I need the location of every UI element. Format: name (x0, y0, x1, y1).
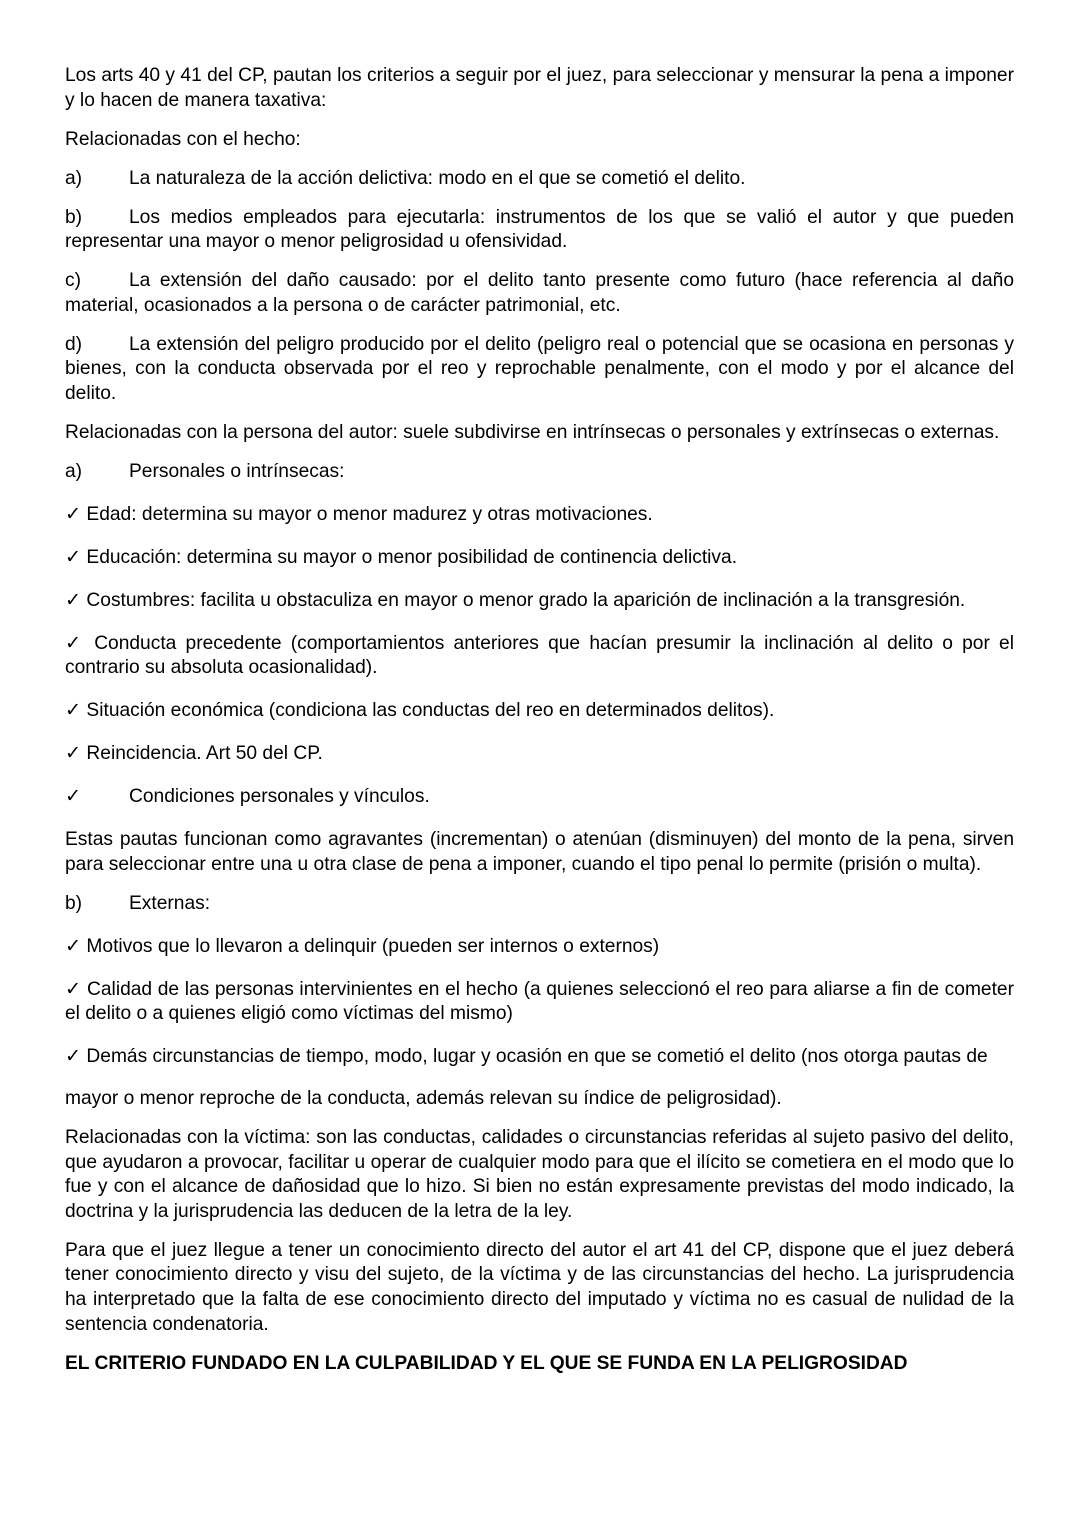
externas-heading (65, 892, 1014, 917)
check-icon: ✓ (65, 632, 85, 654)
document-page (65, 64, 1014, 1391)
item-label: b) (65, 206, 83, 228)
item-text: Personales o intrínsecas: (129, 460, 345, 482)
check-text: Condiciones personales y vínculos. (129, 786, 430, 808)
check-text: Educación: determina su mayor o menor posibilidad de continencia delictiva. (86, 546, 738, 568)
check-item-costumbres (65, 589, 1014, 614)
hecho-item-d (65, 333, 1014, 407)
check-icon: ✓ (65, 589, 82, 611)
check-text: Demás circunstancias de tiempo, modo, lugar y ocasión en que se cometió el delito (nos otorga pautas de (86, 1046, 988, 1068)
check-item-circunstancias (65, 1045, 1014, 1070)
item-label: b) (65, 892, 83, 914)
check-text: Costumbres: facilita u obstaculiza en mayor o menor grado la aparición de inclinación a la transgresión. (86, 589, 966, 611)
item-text: La extensión del peligro producido por el delito (peligro real o potencial que se ocasiona en personas y bienes, con la conducta observada por el reo y reprochable penalmente, con el modo y por el alcance del delito. (65, 333, 1014, 404)
item-label: a) (65, 167, 83, 189)
check-text: Situación económica (condiciona las conductas del reo en determinados delitos). (86, 700, 775, 722)
conocimiento-paragraph: Para que el juez llegue a tener un conocimiento directo del autor el art 41 del CP, dispone que el juez deberá tener conocimiento directo y visu del sujeto, de la víctima y de las circunstancias del hecho. La jurisprudencia ha interpretado que la falta de ese conocimiento directo del imputado y víctima no es casual de nulidad de la sentencia condenatoria. (65, 1239, 1014, 1335)
pautas-paragraph: Estas pautas funcionan como agravantes (incrementan) o atenúan (disminuyen) del monto de la pena, sirven para seleccionar entre una u otra clase de pena a imponer, cuando el tipo penal lo permite (prisión o multa). (65, 829, 1014, 875)
circunstancias-continuation: mayor o menor reproche de la conducta, además relevan su índice de peligrosidad). (65, 1088, 782, 1110)
hecho-item-c (65, 269, 1014, 318)
check-icon: ✓ (65, 546, 82, 568)
hecho-item-a (65, 167, 1014, 192)
check-item-edad (65, 503, 1014, 528)
victima-paragraph: Relacionadas con la víctima: son las conductas, calidades o circunstancias referidas al sujeto pasivo del delito, que ayudaron a provocar, facilitar u operar de cualquier modo para que el ilícito se cometiera en el modo que lo fue y con el alcance de dañosidad que lo hizo. Si bien no están expresamente previstas del modo indicado, la doctrina y la jurisprudencia las deducen de la letra de la ley. (65, 1127, 1014, 1222)
check-text: Conducta precedente (comportamientos anteriores que hacían presumir la inclinación al delito o por el contrario su absoluta ocasionalidad). (65, 632, 1014, 679)
item-label: d) (65, 333, 83, 355)
check-item-condiciones (65, 785, 1014, 810)
check-icon: ✓ (65, 503, 82, 525)
item-text: Externas: (129, 892, 211, 914)
check-text: Edad: determina su mayor o menor madurez y otras motivaciones. (86, 503, 653, 525)
hecho-item-b (65, 206, 1014, 255)
hecho-title: Relacionadas con el hecho: (65, 128, 301, 150)
autor-title: Relacionadas con la persona del autor: suele subdivirse en intrínsecas o personales y extrínsecas o externas. (65, 421, 1000, 443)
item-label: a) (65, 460, 83, 482)
check-text: Motivos que lo llevaron a delinquir (pueden ser internos o externos) (86, 935, 660, 957)
check-item-reincidencia (65, 742, 1014, 767)
check-icon: ✓ (65, 935, 82, 957)
item-text: La naturaleza de la acción delictiva: modo en el que se cometió el delito. (129, 167, 746, 189)
intro-paragraph: Los arts 40 y 41 del CP, pautan los criterios a seguir por el juez, para seleccionar y mensurar la pena a imponer y lo hacen de manera taxativa: (65, 65, 1014, 111)
check-icon: ✓ (65, 700, 82, 722)
check-item-educacion (65, 546, 1014, 571)
check-item-calidad (65, 978, 1014, 1027)
check-icon: ✓ (65, 1046, 82, 1068)
check-text: Reincidencia. Art 50 del CP. (86, 743, 323, 765)
check-icon: ✓ (65, 743, 82, 765)
personales-heading (65, 460, 1014, 485)
item-text: Los medios empleados para ejecutarla: instrumentos de los que se valió el autor y que pueden representar una mayor o menor peligrosidad u ofensividad. (65, 206, 1014, 253)
section-heading: EL CRITERIO FUNDADO EN LA CULPABILIDAD Y EL QUE SE FUNDA EN LA PELIGROSIDAD (65, 1352, 908, 1374)
item-label: c) (65, 270, 81, 292)
check-icon: ✓ (65, 786, 82, 808)
check-icon: ✓ (65, 978, 82, 1000)
check-text: Calidad de las personas intervinientes en el hecho (a quienes seleccionó el reo para aliarse a fin de cometer el delito o a quienes eligió como víctimas del mismo) (65, 978, 1014, 1025)
check-item-conducta (65, 632, 1014, 681)
item-text: La extensión del daño causado: por el delito tanto presente como futuro (hace referencia al daño material, ocasionados a la persona o de carácter patrimonial, etc. (65, 270, 1014, 316)
check-item-motivos (65, 935, 1014, 960)
check-item-situacion (65, 699, 1014, 724)
